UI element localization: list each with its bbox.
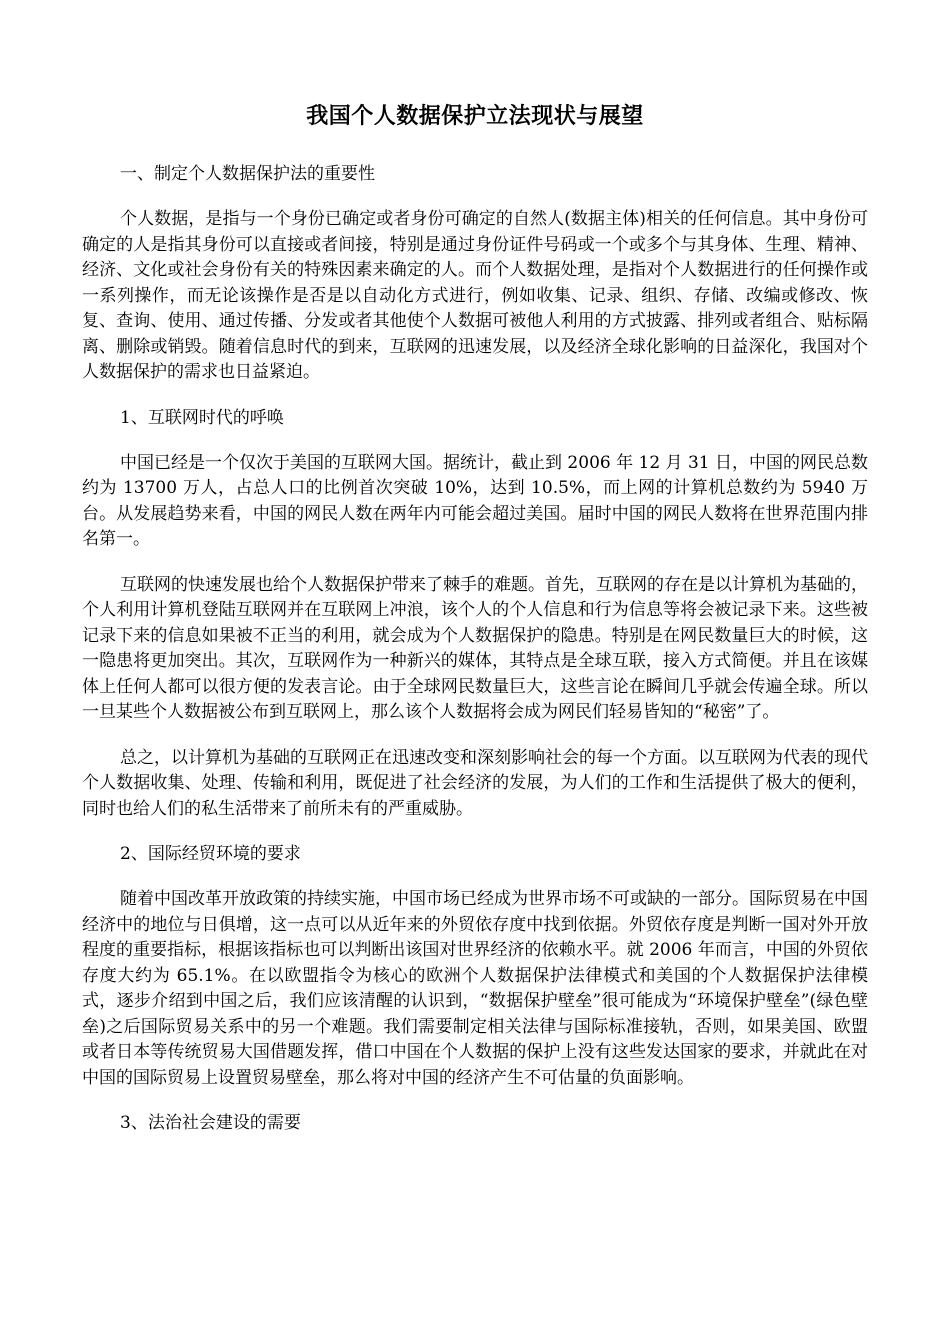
paragraph-trade: 随着中国改革开放政策的持续实施，中国市场已经成为世界市场不可或缺的一部分。国际贸易在中国经济中的地位与日俱增，这一点可以从近年来的外贸依存度中找到依据。外贸依存度是判断一国对外开放程度的重要指标，根据该指标也可以判断出该国对世界经济的依赖水平。就 2006 年而言，中国的外贸依存度大约为 65.1%。在以欧盟指令为核心的欧洲个人数据保护法律模式和美国的个人数据保护法律模式，逐步介绍到中国之后，我们应该清醒的认识到，“数据保护壁垒”很可能成为“环境保护壁垒”(绿色壁垒)之后国际贸易关系中的另一个难题。我们需要制定相关法律与国际标准接轨，否则，如果美国、欧盟或者日本等传统贸易大国借题发挥，借口中国在个人数据的保护上没有这些发达国家的要求，并就此在对中国的国际贸易上设置贸易壁垒，那么将对中国的经济产生不可估量的负面影响。 bbox=[82, 889, 868, 1088]
document-page bbox=[82, 100, 868, 1156]
section-heading-rule-of-law: 3、法治社会建设的需要 bbox=[120, 1113, 301, 1133]
section-heading-trade: 2、国际经贸环境的要求 bbox=[120, 844, 301, 864]
document-title: 我国个人数据保护立法现状与展望 bbox=[306, 103, 644, 129]
paragraph-internet-stats: 中国已经是一个仅次于美国的互联网大国。据统计，截止到 2006 年 12 月 31 日，中国的网民总数约为 13700 万人，占总人口的比例首次突破 10%，达到 10.5%，而上网的计算机总数约为 5940 万台。从发展趋势来看，中国的网民人数在两年内可能会超过美国。届时中国的网民人数将在世界范围内排名第一。 bbox=[82, 452, 868, 549]
section-heading-importance: 一、制定个人数据保护法的重要性 bbox=[120, 164, 375, 184]
paragraph-internet-summary: 总之，以计算机为基础的互联网正在迅速改变和深刻影响社会的每一个方面。以互联网为代表的现代个人数据收集、处理、传输和利用，既促进了社会经济的发展，为人们的工作和生活提供了极大的便利，同时也给人们的私生活带来了前所未有的严重威胁。 bbox=[82, 747, 868, 819]
paragraph-internet-problems: 互联网的快速发展也给个人数据保护带来了棘手的难题。首先，互联网的存在是以计算机为基础的，个人利用计算机登陆互联网并在互联网上冲浪，该个人的个人信息和行为信息等将会被记录下来。这些被记录下来的信息如果被不正当的利用，就会成为个人数据保护的隐患。特别是在网民数量巨大的时候，这一隐患将更加突出。其次，互联网作为一种新兴的媒体，其特点是全球互联，接入方式简便。并且在该媒体上任何人都可以很方便的发表言论。由于全球网民数量巨大，这些言论在瞬间几乎就会传遍全球。所以一旦某些个人数据被公布到互联网上，那么该个人数据将会成为网民们轻易皆知的“秘密”了。 bbox=[82, 574, 868, 722]
section-heading-internet: 1、互联网时代的呼唤 bbox=[120, 407, 284, 428]
paragraph-definition: 个人数据，是指与一个身份已确定或者身份可确定的自然人(数据主体)相关的任何信息。其中身份可确定的人是指其身份可以直接或者间接，特别是通过身份证件号码或一个或多个与其身体、生理、精神、经济、文化或社会身份有关的特殊因素来确定的人。而个人数据处理，是指对个人数据进行的任何操作或一系列操作，而无论该操作是否是以自动化方式进行，例如收集、记录、组织、存储、改编或修改、恢复、查询、使用、通过传播、分发或者其他使个人数据可被他人利用的方式披露、排列或者组合、贴标隔离、删除或销毁。随着信息时代的到来，互联网的迅速发展，以及经济全球化影响的日益深化，我国对个人数据保护的需求也日益紧迫。 bbox=[82, 209, 868, 382]
